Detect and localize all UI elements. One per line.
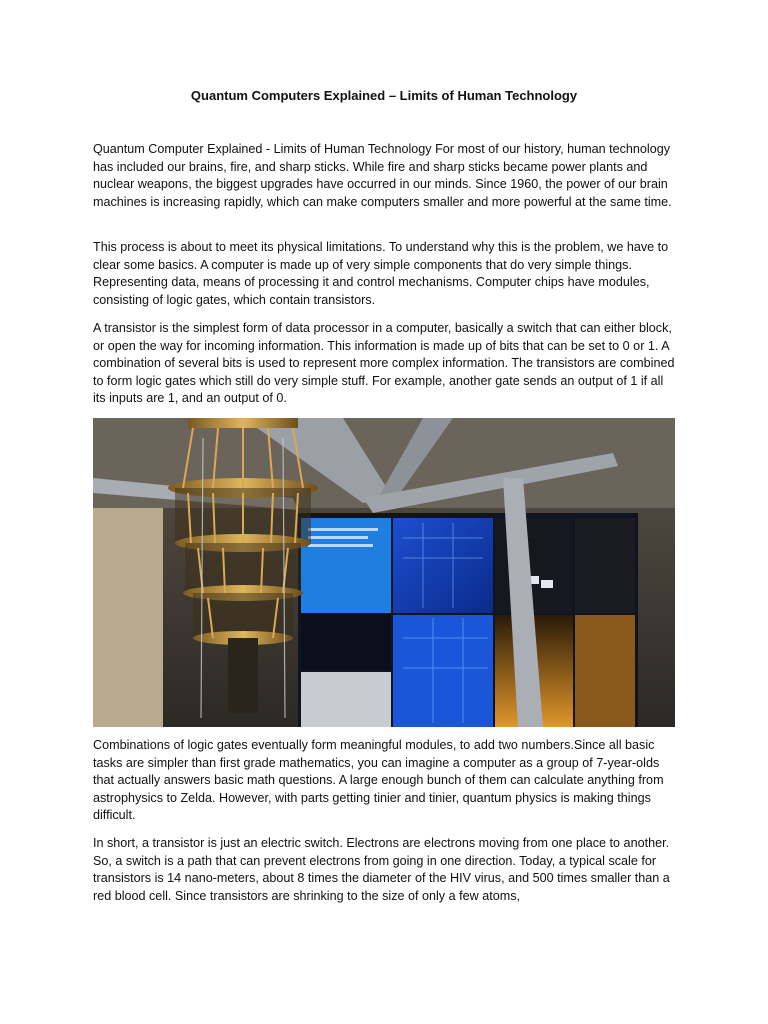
paragraph-electric-switch: In short, a transistor is just an electric switch. Electrons are electrons moving from one place to another. So, a switch is a path that can prevent electrons from going in one direction. Today, a typical scale for transistors is 14 nano-meters, about 8 times the diameter of the HIV virus, and 500 times smaller than a red blood cell. Since transistors are shrinking to the size of only a few atoms, [93, 836, 670, 903]
paragraph-transistor: A transistor is the simplest form of data processor in a computer, basically a switch that can either block, or open the way for incoming information. This information is made up of bits that can be set to 0 or 1. A combination of several bits is used to represent more complex information. The transistors are combined to form logic gates which still do very simple stuff. For example, another gate sends an output of 1 if all its inputs are 1, and an output of 0. [93, 321, 675, 406]
paragraph-limitations: This process is about to meet its physical limitations. To understand why this is the problem, we have to clear some basics. A computer is made up of very simple components that do very simple things. Representing data, means of processing it and control mechanisms. Computer chips have modules, consisting of logic gates, which contain transistors. [93, 240, 669, 307]
paragraph-logic-gates: Combinations of logic gates eventually form meaningful modules, to add two numbers.Since all basic tasks are simpler than first grade mathematics, you can imagine a computer as a group of 7-year-olds that actually answers basic math questions. A large enough bunch of them can calculate anything from astrophysics to Zelda. However, with parts getting tinier and tinier, quantum physics is making things difficult. [93, 738, 664, 823]
quantum-computer-photo [93, 418, 675, 727]
paragraph-intro: Quantum Computer Explained - Limits of Human Technology For most of our history, human technology has included our brains, fire, and sharp sticks. While fire and sharp sticks became power plants and nuclear weapons, the biggest upgrades have occurred in our minds. Since 1960, the power of our brain machines is increasing rapidly, which can make computers smaller and more powerful at the same time. [93, 142, 672, 209]
document-title: Quantum Computers Explained – Limits of Human Technology [190, 88, 578, 103]
